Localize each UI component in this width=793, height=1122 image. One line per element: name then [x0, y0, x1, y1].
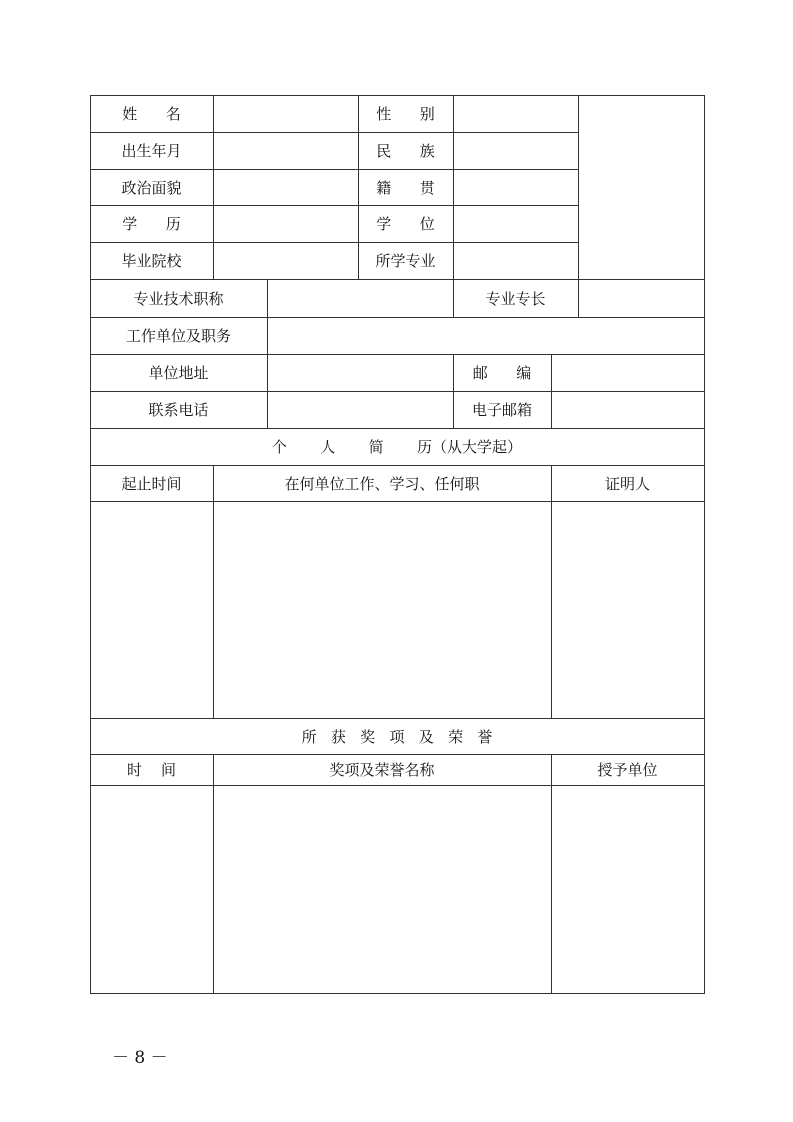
label-name: 姓 名 — [90, 95, 214, 133]
label-gender: 性 别 — [358, 95, 454, 133]
major-field[interactable] — [453, 242, 579, 280]
specialty-field[interactable] — [578, 279, 705, 318]
awards-name-field[interactable] — [213, 785, 552, 994]
awards-heading: 所 获 奖 项 及 荣 誉 — [90, 718, 705, 755]
resume-heading: 个 人 简 历（从大学起） — [90, 428, 705, 466]
label-phone: 联系电话 — [90, 391, 268, 429]
label-native-place: 籍 贯 — [358, 169, 454, 206]
label-birth: 出生年月 — [90, 132, 214, 170]
degree-field[interactable] — [453, 205, 579, 243]
label-education: 学 历 — [90, 205, 214, 243]
awards-col-time: 时 间 — [90, 754, 214, 786]
birth-field[interactable] — [213, 132, 359, 170]
school-field[interactable] — [213, 242, 359, 280]
label-degree: 学 位 — [358, 205, 454, 243]
email-field[interactable] — [551, 391, 705, 429]
label-school: 毕业院校 — [90, 242, 214, 280]
label-major: 所学专业 — [358, 242, 454, 280]
address-field[interactable] — [267, 354, 454, 392]
resume-work-field[interactable] — [213, 501, 552, 719]
label-postcode: 邮 编 — [453, 354, 552, 392]
page-number: － 8 － — [112, 1048, 168, 1068]
label-address: 单位地址 — [90, 354, 268, 392]
awards-col-unit: 授予单位 — [551, 754, 705, 786]
resume-time-field[interactable] — [90, 501, 214, 719]
title-field[interactable] — [267, 279, 454, 318]
name-field[interactable] — [213, 95, 359, 133]
label-employer: 工作单位及职务 — [90, 317, 268, 355]
political-field[interactable] — [213, 169, 359, 206]
ethnicity-field[interactable] — [453, 132, 579, 170]
education-field[interactable] — [213, 205, 359, 243]
phone-field[interactable] — [267, 391, 454, 429]
awards-time-field[interactable] — [90, 785, 214, 994]
resume-col-witness: 证明人 — [551, 465, 705, 502]
label-political: 政治面貌 — [90, 169, 214, 206]
native-place-field[interactable] — [453, 169, 579, 206]
label-email: 电子邮箱 — [453, 391, 552, 429]
resume-witness-field[interactable] — [551, 501, 705, 719]
resume-col-time: 起止时间 — [90, 465, 214, 502]
awards-col-name: 奖项及荣誉名称 — [213, 754, 552, 786]
postcode-field[interactable] — [551, 354, 705, 392]
label-ethnicity: 民 族 — [358, 132, 454, 170]
label-title: 专业技术职称 — [90, 279, 268, 318]
photo-box[interactable] — [578, 95, 705, 280]
gender-field[interactable] — [453, 95, 579, 133]
resume-col-work: 在何单位工作、学习、任何职 — [213, 465, 552, 502]
awards-unit-field[interactable] — [551, 785, 705, 994]
employer-field[interactable] — [267, 317, 705, 355]
label-specialty: 专业专长 — [453, 279, 579, 318]
